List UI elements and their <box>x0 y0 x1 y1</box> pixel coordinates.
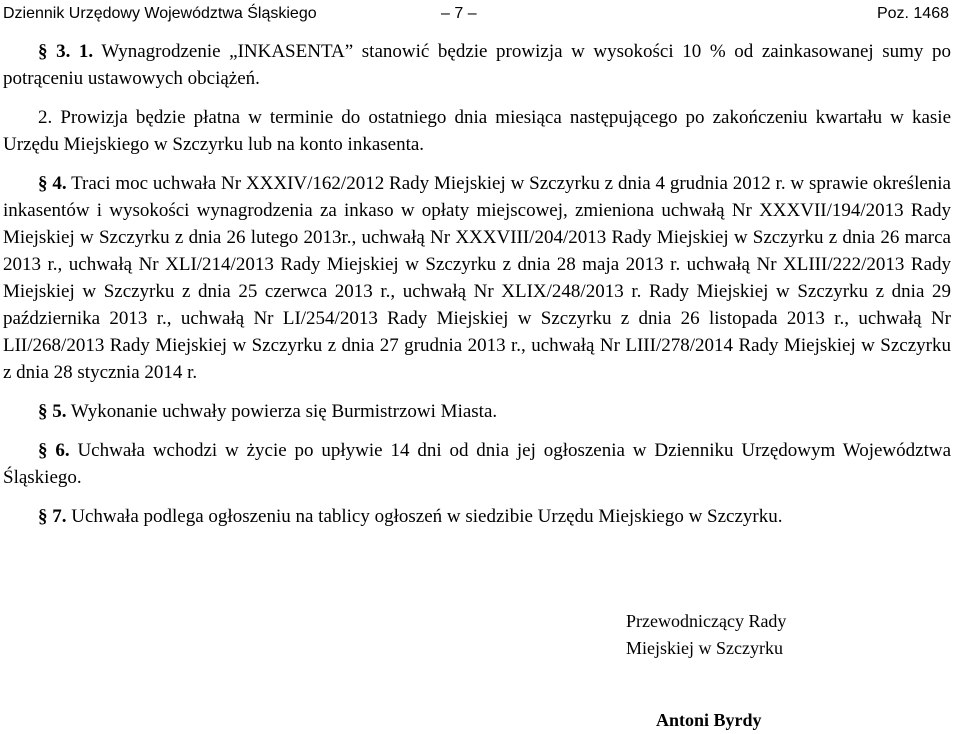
paragraph-4 <box>3 170 951 386</box>
page-number: – 7 – <box>441 5 477 22</box>
page-header <box>3 4 949 30</box>
signatory-name: Antoni Byrdy <box>656 710 762 730</box>
section-number: § 5. <box>38 401 67 422</box>
document-body <box>3 38 951 530</box>
paragraph-6 <box>3 437 951 491</box>
section-number: § 3. 1. <box>38 41 94 62</box>
signature-title-line-1: Przewodniczący Rady <box>626 611 787 631</box>
paragraph-5 <box>3 398 951 425</box>
section-number: § 6. <box>38 440 70 461</box>
paragraph-3-2 <box>3 104 951 158</box>
position-number: Poz. 1468 <box>876 5 949 22</box>
paragraph-text: Uchwała podlega ogłoszeniu na tablicy ogłoszeń w siedzibie Urzędu Miejskiego w Szczyrku. <box>66 506 783 527</box>
signature-block <box>626 608 786 662</box>
paragraph-text: 2. Prowizja będzie płatna w terminie do ostatniego dnia miesiąca następującego po zakończeniu kwartału w kasie Urzędu Miejskiego w Szczyrku lub na konto inkasenta. <box>3 107 951 155</box>
paragraph-3-1 <box>3 38 951 92</box>
paragraph-text: Traci moc uchwała Nr XXXIV/162/2012 Rady Miejskiej w Szczyrku z dnia 4 grudnia 2012 r. w sprawie określenia inkasentów i wysokości wynagrodzenia za inkaso w opłaty miejscowej, zmieniona uchwałą Nr XXXVII/194/2013 Rady Miejskiej w Szczyrku z dnia 26 lutego 2013r., uchwałą Nr XXXVIII/204/2013 Rady Miejskiej w Szczyrku z dnia 26 marca 2013 r., uchwałą Nr XLI/214/2013 Rady Miejskiej w Szczyrku z dnia 28 maja 2013 r. uchwałą Nr XLIII/222/2013 Rady Miejskiej w Szczyrku z dnia 25 czerwca 2013 r., uchwałą Nr XLIX/248/2013 r. Rady Miejskiej w Szczyrku z dnia 29 października 2013 r., uchwałą Nr LI/254/2013 Rady Miejskiej w Szczyrku z dnia 26 listopada 2013 r., uchwałą Nr LII/268/2013 Rady Miejskiej w Szczyrku z dnia 27 grudnia 2013 r., uchwałą Nr LIII/278/2014 Rady Miejskiej w Szczyrku z dnia 28 stycznia 2014 r. <box>3 173 951 383</box>
signature-title-line-2: Miejskiej w Szczyrku <box>626 638 783 658</box>
paragraph-text: Wykonanie uchwały powierza się Burmistrzowi Miasta. <box>66 401 498 422</box>
paragraph-text: Uchwała wchodzi w życie po upływie 14 dni od dnia jej ogłoszenia w Dzienniku Urzędowym Województwa Śląskiego. <box>3 440 952 488</box>
paragraph-text: Wynagrodzenie „INKASENTA” stanowić będzie prowizja w wysokości 10 % od zainkasowanej sumy po potrąceniu ustawowych obciążeń. <box>3 41 951 89</box>
section-number: § 7. <box>38 506 67 527</box>
section-number: § 4. <box>38 173 67 194</box>
journal-title: Dziennik Urzędowy Województwa Śląskiego <box>3 5 317 22</box>
paragraph-7 <box>3 503 951 530</box>
